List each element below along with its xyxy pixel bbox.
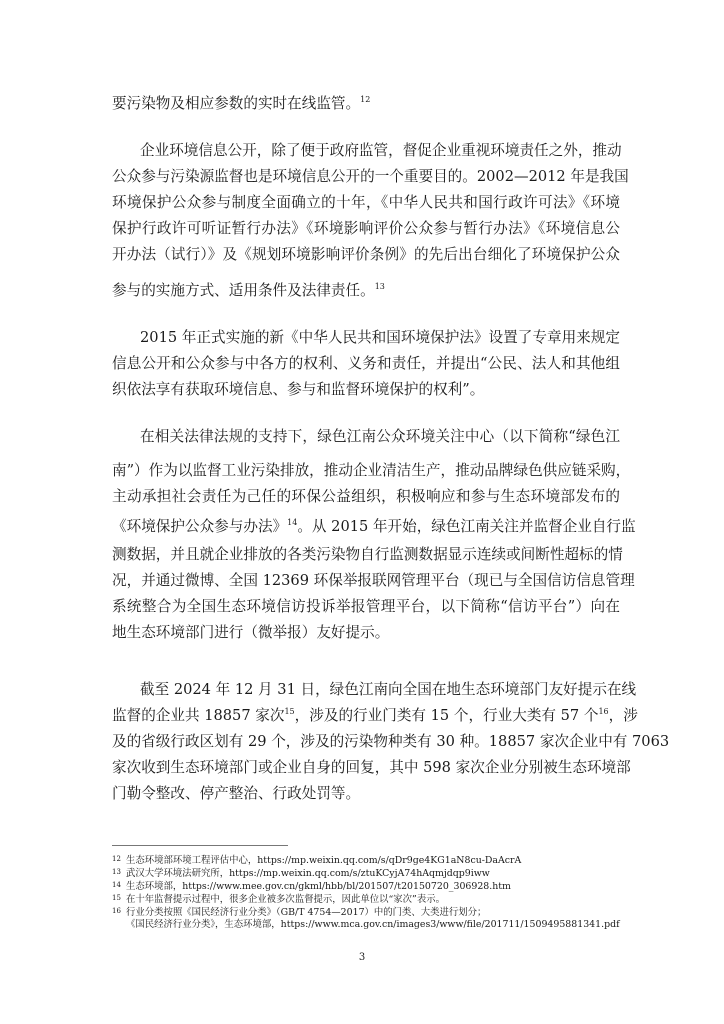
body-line: 主动承担社会责任为己任的环保公益组织，积极响应和参与生态环境部发布的 bbox=[112, 488, 620, 505]
footnote-ref[interactable]: 14 bbox=[287, 518, 298, 527]
body-line: 企业环境信息公开，除了便于政府监管，督促企业重视环境责任之外，推动 bbox=[140, 142, 622, 159]
footnote-ref[interactable]: 15 bbox=[284, 707, 295, 716]
footnote-ref[interactable]: 12 bbox=[360, 95, 371, 104]
body-line: 测数据，并且就企业排放的各类污染物自行监测数据显示连续或间断性超标的情 bbox=[112, 546, 623, 563]
body-line: 南”）作为以监督工业污染排放，推动企业清洁生产，推动品牌绿色供应链采购， bbox=[112, 462, 631, 479]
body-line: 环境保护公众参与制度全面确立的十年，《中华人民共和国行政许可法》《环境 bbox=[112, 194, 620, 211]
body-line: 织依法享有获取环境信息、参与和监督环境保护的权利”。 bbox=[112, 381, 485, 398]
body-line: 开办法（试行）》及《规划环境影响评价条例》的先后出台细化了环境保护公众 bbox=[112, 246, 620, 263]
body-line: 在相关法律法规的支持下，绿色江南公众环境关注中心（以下简称“绿色江 bbox=[140, 428, 620, 445]
footnote-ref[interactable]: 16 bbox=[598, 707, 609, 716]
body-line: 监督的企业共 18857 家次$^{15}$，涉及的行业门类有 15 个，行业大类有 57 个$^{16}$，涉 bbox=[112, 707, 638, 724]
body-line: 系统整合为全国生态环境信访投诉举报管理平台，以下简称“信访平台”）向在 bbox=[112, 598, 620, 615]
body-line: 门勒令整改、停产整治、行政处罚等。 bbox=[112, 785, 361, 802]
body-line: 信息公开和公众参与中各方的权利、义务和责任，并提出“公民、法人和其他组 bbox=[112, 355, 620, 372]
body-line: 及的省级行政区划有 29 个，涉及的污染物种类有 30 种。18857 家次企业中有 7063 bbox=[112, 733, 670, 750]
body-line: 地生态环境部门进行（微举报）友好提示。 bbox=[112, 624, 390, 641]
footnote-item: 13 武汉大学环境法研究所，https://mp.weixin.qq.com/s/ztuKCyjA74hAqmjdqp9iww bbox=[112, 868, 490, 879]
body-line: 家次收到生态环境部门或企业自身的回复，其中 598 家次企业分别被生态环境部 bbox=[112, 759, 631, 776]
footnote-item: 16 行业分类按照《国民经济行业分类》（GB/T 4754—2017）中的门类、大类进行划分； bbox=[112, 907, 487, 918]
footnote-item: 《国民经济行业分类》，生态环境部，https://www.mca.gov.cn/images3/www/file/201711/1509495881341.pdf bbox=[126, 919, 620, 930]
body-line: 截至 2024 年 12 月 31 日，绿色江南向全国在地生态环境部门友好提示在线 bbox=[140, 681, 637, 698]
footnote-ref[interactable]: 13 bbox=[374, 282, 385, 291]
footnote-item: 12 生态环境部环境工程评估中心，https://mp.weixin.qq.com/s/qDr9ge4KG1aN8cu-DaAcrA bbox=[112, 855, 522, 866]
body-line: 参与的实施方式、适用条件及法律责任。$^{13}$ bbox=[112, 282, 385, 299]
page-number: 3 bbox=[358, 952, 366, 963]
body-line: 2015 年正式实施的新《中华人民共和国环境保护法》设置了专章用来规定 bbox=[140, 329, 620, 346]
footnote-divider bbox=[112, 845, 288, 846]
footnote-item: 14 生态环境部，https://www.mee.gov.cn/gkml/hbb/bl/201507/t20150720_306928.htm bbox=[112, 881, 511, 892]
footnote-item: 15 在十年监督提示过程中，很多企业被多次监督提示，因此单位以“家次”表示。 bbox=[112, 894, 445, 905]
body-line: 要污染物及相应参数的实时在线监管。$^{12}$ bbox=[112, 95, 371, 112]
body-line: 保护行政许可听证暂行办法》《环境影响评价公众参与暂行办法》《环境信息公 bbox=[112, 220, 620, 237]
body-line: 公众参与污染源监督也是环境信息公开的一个重要目的。2002—2012 年是我国 bbox=[112, 168, 629, 185]
body-line: 况，并通过微博、全国 12369 环保举报联网管理平台（现已与全国信访信息管理 bbox=[112, 572, 635, 589]
body-line: 《环境保护公众参与办法》$^{14}$。从 2015 年开始，绿色江南关注并监督企业自行监 bbox=[112, 518, 636, 535]
